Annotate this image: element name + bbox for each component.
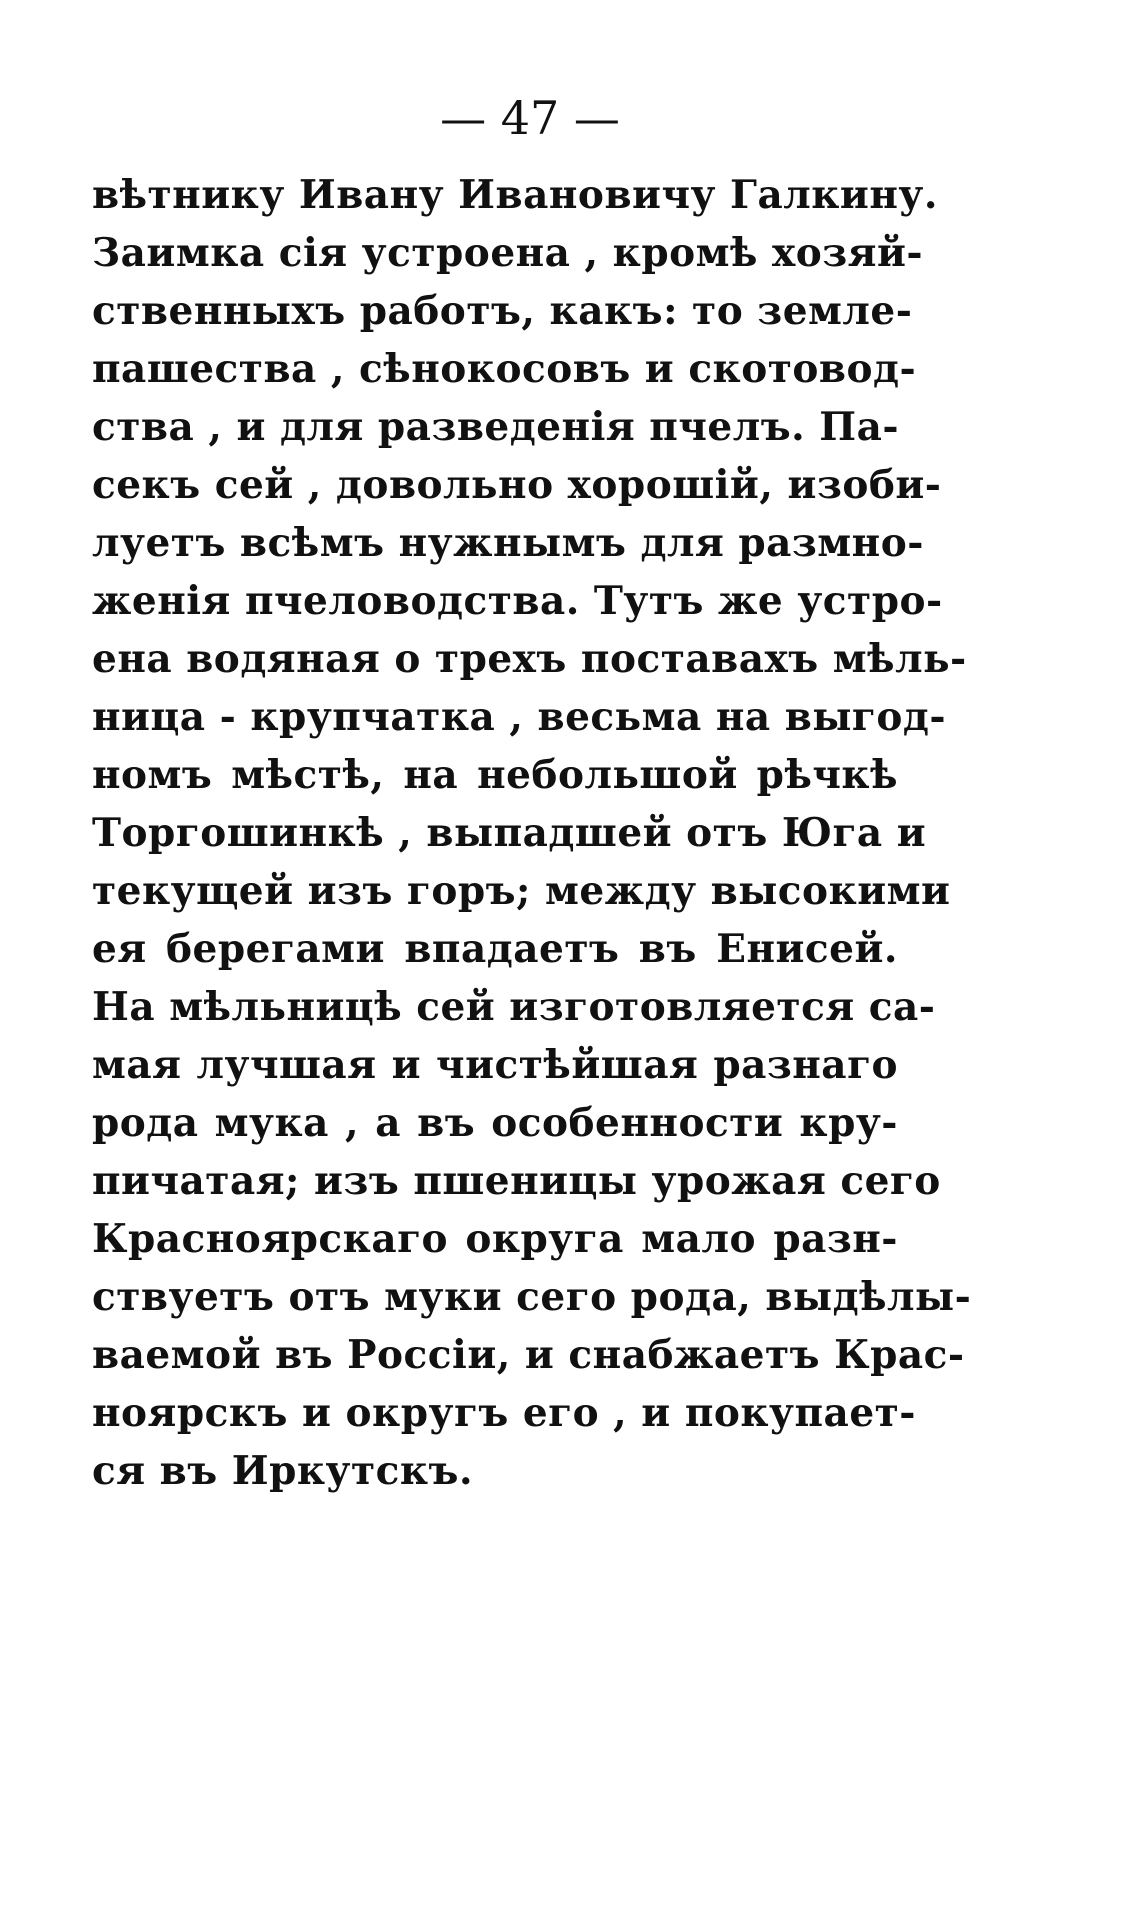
text-line: пичатая; изъ пшеницы урожая сего	[92, 1158, 941, 1204]
text-line: ства , и для разведенія пчелъ. Па-	[92, 404, 900, 450]
text-line: ница - крупчатка , весьма на выгод-	[92, 694, 947, 740]
text-line: ся въ Иркутскъ.	[92, 1448, 474, 1494]
text-line: ваемой въ Россіи, и снабжаетъ Крас-	[92, 1332, 965, 1378]
text-line: вѣтнику Ивану Ивановичу Галкину.	[92, 172, 938, 218]
text-line: рода мука , а въ особенности кру-	[92, 1100, 898, 1146]
text-line: текущей изъ горъ; между высокими	[92, 868, 951, 914]
text-line: мая лучшая и чистѣйшая разнаго	[92, 1042, 898, 1088]
page-number: — 47 —	[440, 91, 620, 145]
text-line: луетъ всѣмъ нужнымъ для размно-	[92, 520, 924, 566]
body-text	[92, 166, 972, 1500]
text-line: пашества , сѣнокосовъ и скотовод-	[92, 346, 917, 392]
text-line: Красноярскаго округа мало разн-	[92, 1216, 898, 1262]
text-line: На мѣльницѣ сей изготовляется са-	[92, 984, 936, 1030]
text-line: женія пчеловодства. Тутъ же устро-	[92, 578, 943, 624]
text-line: ея берегами впадаетъ въ Енисей.	[92, 926, 898, 972]
text-line: Торгошинкѣ , выпадшей отъ Юга и	[92, 810, 927, 856]
text-line: Заимка сія устроена , кромѣ хозяй-	[92, 230, 924, 276]
text-line: номъ мѣстѣ, на небольшой рѣчкѣ	[92, 752, 898, 798]
text-line: секъ сей , довольно хорошій, изоби-	[92, 462, 942, 508]
text-line: ена водяная о трехъ поставахъ мѣль-	[92, 636, 967, 682]
text-line: ственныхъ работъ, какъ: то земле-	[92, 288, 913, 334]
text-line: ноярскъ и округъ его , и покупает-	[92, 1390, 916, 1436]
text-line: ствуетъ отъ муки сего рода, выдѣлы-	[92, 1274, 972, 1320]
